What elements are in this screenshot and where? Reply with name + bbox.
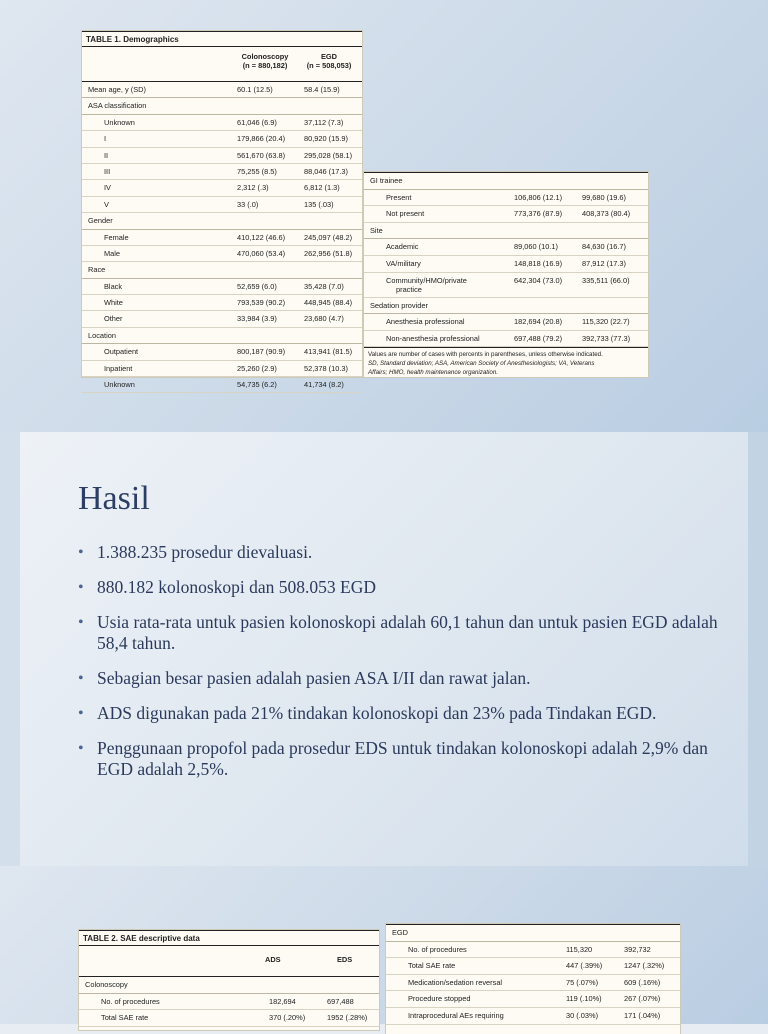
row-label: Present — [386, 192, 412, 202]
table2-header — [79, 946, 379, 977]
row-label: Race — [88, 265, 106, 275]
row-value: 60.1 (12.5) — [237, 85, 273, 94]
row-label: EGD — [392, 928, 409, 937]
footnote-line-1: Values are number of cases with percents in parentheses, unless otherwise indicated. — [368, 351, 603, 359]
table-row — [364, 256, 648, 273]
table-row — [82, 197, 362, 213]
table-row — [82, 180, 362, 196]
table-row — [82, 328, 362, 344]
table-row — [386, 991, 680, 1008]
row-value: 267 (.07%) — [624, 994, 661, 1004]
row-value: 335,511 (66.0) — [582, 275, 630, 285]
row-label: Medication/sedation reversal — [408, 977, 503, 987]
table-row — [82, 262, 362, 278]
bullet-item: • ADS digunakan pada 21% tindakan kolonoskopi dan 23% pada Tindakan EGD. — [78, 703, 718, 724]
table-row — [82, 377, 362, 393]
row-label: IV — [104, 183, 111, 193]
row-value: 75,255 (8.5) — [237, 166, 277, 176]
table-row — [364, 331, 648, 348]
col-egd: EGD — [320, 52, 337, 61]
table1-footnote — [364, 347, 648, 379]
row-label: Procedure stopped — [408, 994, 471, 1004]
bullet-item: • 880.182 kolonoskopi dan 508.053 EGD — [78, 577, 718, 598]
table-row — [82, 311, 362, 327]
table-row — [386, 975, 680, 992]
table1-continued — [364, 172, 648, 377]
right-accent-strip — [748, 432, 768, 866]
table2-title: TABLE 2. SAE descriptive data — [79, 930, 379, 946]
row-value: 58.4 (15.9) — [304, 85, 340, 94]
table1-header — [82, 47, 362, 82]
row-value: 148,818 (16.9) — [514, 258, 563, 268]
row-label: Total SAE rate — [408, 961, 456, 971]
row-value: 52,659 (6.0) — [237, 281, 277, 291]
row-value: 33,984 (3.9) — [237, 314, 277, 324]
table-row — [364, 190, 648, 207]
row-value: 697,488 (79.2) — [514, 333, 563, 343]
table-row — [82, 246, 362, 262]
row-value: 793,539 (90.2) — [237, 298, 286, 308]
col-colonoscopy-n: (n = 880,182) — [242, 61, 288, 70]
row-value: 33 (.0) — [237, 199, 259, 209]
row-value: 609 (.16%) — [624, 977, 661, 987]
row-value: 448,945 (88.4) — [304, 298, 353, 308]
table-row — [82, 295, 362, 311]
row-value: 2,312 (.3) — [237, 183, 269, 193]
row-value: 182,694 (20.8) — [514, 317, 563, 327]
row-label: Colonoscopy — [85, 980, 128, 989]
row-label: GI trainee — [370, 176, 403, 185]
slide-title: Hasil — [78, 480, 150, 517]
table-row — [82, 213, 362, 229]
row-label: Other — [104, 314, 123, 324]
table1-demographics — [82, 31, 362, 390]
slide-table1 — [0, 0, 768, 432]
row-value: 88,046 (17.3) — [304, 166, 348, 176]
row-value: 642,304 (73.0) — [514, 275, 563, 285]
col-colonoscopy: Colonoscopy — [241, 52, 289, 61]
table-row — [82, 344, 362, 360]
table-row — [82, 230, 362, 246]
row-value: 75 (.07%) — [566, 977, 599, 987]
row-value: 561,670 (63.8) — [237, 150, 286, 160]
row-label: No. of procedures — [101, 996, 160, 1006]
row-value: 370 (.20%) — [269, 1013, 306, 1023]
row-value: 295,028 (58.1) — [304, 150, 353, 160]
row-label: Mean age, y (SD) — [88, 85, 146, 94]
row-value: 89,060 (10.1) — [514, 242, 558, 252]
row-value: 773,376 (87.9) — [514, 209, 563, 219]
table-row — [386, 942, 680, 959]
row-value: 52,378 (10.3) — [304, 363, 348, 373]
bullet-item: • Sebagian besar pasien adalah pasien ASA I/II dan rawat jalan. — [78, 668, 718, 689]
row-value: 119 (.10%) — [566, 994, 602, 1004]
bullet-item: • 1.388.235 prosedur dievaluasi. — [78, 542, 718, 563]
row-value: 84,630 (16.7) — [582, 242, 626, 252]
table2-body — [79, 977, 379, 1027]
row-value: 697,488 — [327, 996, 354, 1006]
slide-table2 — [0, 866, 768, 1024]
bullet-list — [78, 542, 718, 794]
row-value: 800,187 (90.9) — [237, 347, 286, 357]
footnote-line-3: Affairs; HMO, health maintenance organization. — [368, 369, 499, 377]
col-eds: EDS — [337, 955, 353, 964]
row-value: 392,732 — [624, 944, 651, 954]
row-value: 171 (.04%) — [624, 1010, 661, 1020]
row-label: Gender — [88, 216, 113, 226]
table2-continued-body — [386, 924, 680, 1025]
table-row — [82, 361, 362, 377]
table-row — [364, 206, 648, 223]
table1-body — [82, 82, 362, 393]
row-value: 410,122 (46.6) — [237, 232, 286, 242]
row-label: Female — [104, 232, 129, 242]
row-label: Site — [370, 225, 383, 235]
row-label: Unknown — [104, 380, 135, 390]
row-value: 6,812 (1.3) — [304, 183, 340, 193]
row-label: Intraprocedural AEs requiring — [408, 1010, 504, 1020]
table-row — [364, 223, 648, 240]
row-label: II — [104, 150, 109, 160]
row-value: 54,735 (6.2) — [237, 380, 277, 390]
row-label: Inpatient — [104, 363, 133, 373]
row-label: Community/HMO/private — [386, 275, 467, 285]
row-value: 30 (.03%) — [566, 1010, 599, 1020]
row-value: 37,112 (7.3) — [304, 117, 344, 127]
table-row — [364, 298, 648, 315]
table-row — [386, 925, 680, 942]
col-ads: ADS — [265, 955, 281, 964]
row-value: 408,373 (80.4) — [582, 209, 631, 219]
table-row — [82, 164, 362, 180]
table-row — [364, 314, 648, 331]
row-value: 115,320 — [566, 944, 593, 954]
row-label: I — [104, 134, 107, 144]
table1-title: TABLE 1. Demographics — [82, 31, 362, 47]
row-value: 1952 (.28%) — [327, 1013, 368, 1023]
row-label: Not present — [386, 209, 425, 219]
row-label: Unknown — [104, 117, 135, 127]
row-label: ASA classification — [88, 101, 147, 111]
row-label: Black — [104, 281, 123, 291]
row-value: 23,680 (4.7) — [304, 314, 344, 324]
row-label: Location — [88, 330, 116, 340]
table-row — [82, 82, 362, 98]
row-value: 1247 (.32%) — [624, 961, 665, 971]
table-row — [79, 1010, 379, 1027]
row-label: III — [104, 166, 111, 176]
row-value: 80,920 (15.9) — [304, 134, 348, 144]
bullet-item: • Penggunaan propofol pada prosedur EDS untuk tindakan kolonoskopi adalah 2,9% dan EGD adalah 2,5%. — [78, 738, 718, 780]
row-value: 106,806 (12.1) — [514, 192, 563, 202]
table-row — [82, 131, 362, 147]
row-label: VA/military — [386, 258, 421, 268]
row-label: Academic — [386, 242, 419, 252]
row-value: 182,694 — [269, 996, 296, 1006]
row-value: 470,060 (53.4) — [237, 248, 286, 258]
row-value: 61,046 (6.9) — [237, 117, 277, 127]
row-value: 245,097 (48.2) — [304, 232, 353, 242]
row-value: 179,866 (20.4) — [237, 134, 286, 144]
bullet-item: • Usia rata-rata untuk pasien kolonoskopi adalah 60,1 tahun dan untuk pasien EGD adalah 58,4 tahun. — [78, 612, 718, 654]
table-row — [82, 115, 362, 131]
row-value: 447 (.39%) — [566, 961, 603, 971]
row-value: 135 (.03) — [304, 199, 334, 209]
table-row — [79, 994, 379, 1011]
table-row — [364, 239, 648, 256]
row-value: 99,680 (19.6) — [582, 192, 626, 202]
row-value: 392,733 (77.3) — [582, 333, 631, 343]
table-row — [364, 173, 648, 190]
row-label: Sedation provider — [370, 300, 428, 310]
row-label: White — [104, 298, 123, 308]
table2-sae — [79, 930, 379, 1030]
row-label: Total SAE rate — [101, 1013, 149, 1023]
row-label: Anesthesia professional — [386, 317, 465, 327]
row-value: 41,734 (8.2) — [304, 380, 344, 390]
table2-continued — [386, 924, 680, 1034]
row-value: 262,956 (51.8) — [304, 248, 353, 258]
row-label-continued: practice — [396, 284, 422, 294]
row-label: Outpatient — [104, 347, 139, 357]
table-row — [386, 1008, 680, 1025]
row-value: 25,260 (2.9) — [237, 363, 277, 373]
row-value: 87,912 (17.3) — [582, 258, 626, 268]
table-row — [82, 279, 362, 295]
footnote-line-2: SD, Standard deviation; ASA, American Society of Anesthesiologists; VA, Veterans — [368, 360, 595, 368]
row-value: 413,941 (81.5) — [304, 347, 353, 357]
row-label: Male — [104, 248, 121, 258]
row-label: Non-anesthesia professional — [386, 333, 480, 343]
col-egd-n: (n = 508,053) — [306, 61, 352, 70]
row-label: No. of procedures — [408, 944, 467, 954]
row-value: 115,320 (22.7) — [582, 317, 630, 327]
slide-hasil — [0, 432, 768, 866]
row-value: 35,428 (7.0) — [304, 281, 344, 291]
table1-continued-body — [364, 172, 648, 347]
table-row — [364, 273, 648, 298]
left-accent-strip — [0, 432, 20, 866]
table-row — [79, 977, 379, 994]
table-row — [386, 958, 680, 975]
table-row — [82, 98, 362, 114]
row-label: V — [104, 199, 109, 209]
table-row — [82, 148, 362, 164]
